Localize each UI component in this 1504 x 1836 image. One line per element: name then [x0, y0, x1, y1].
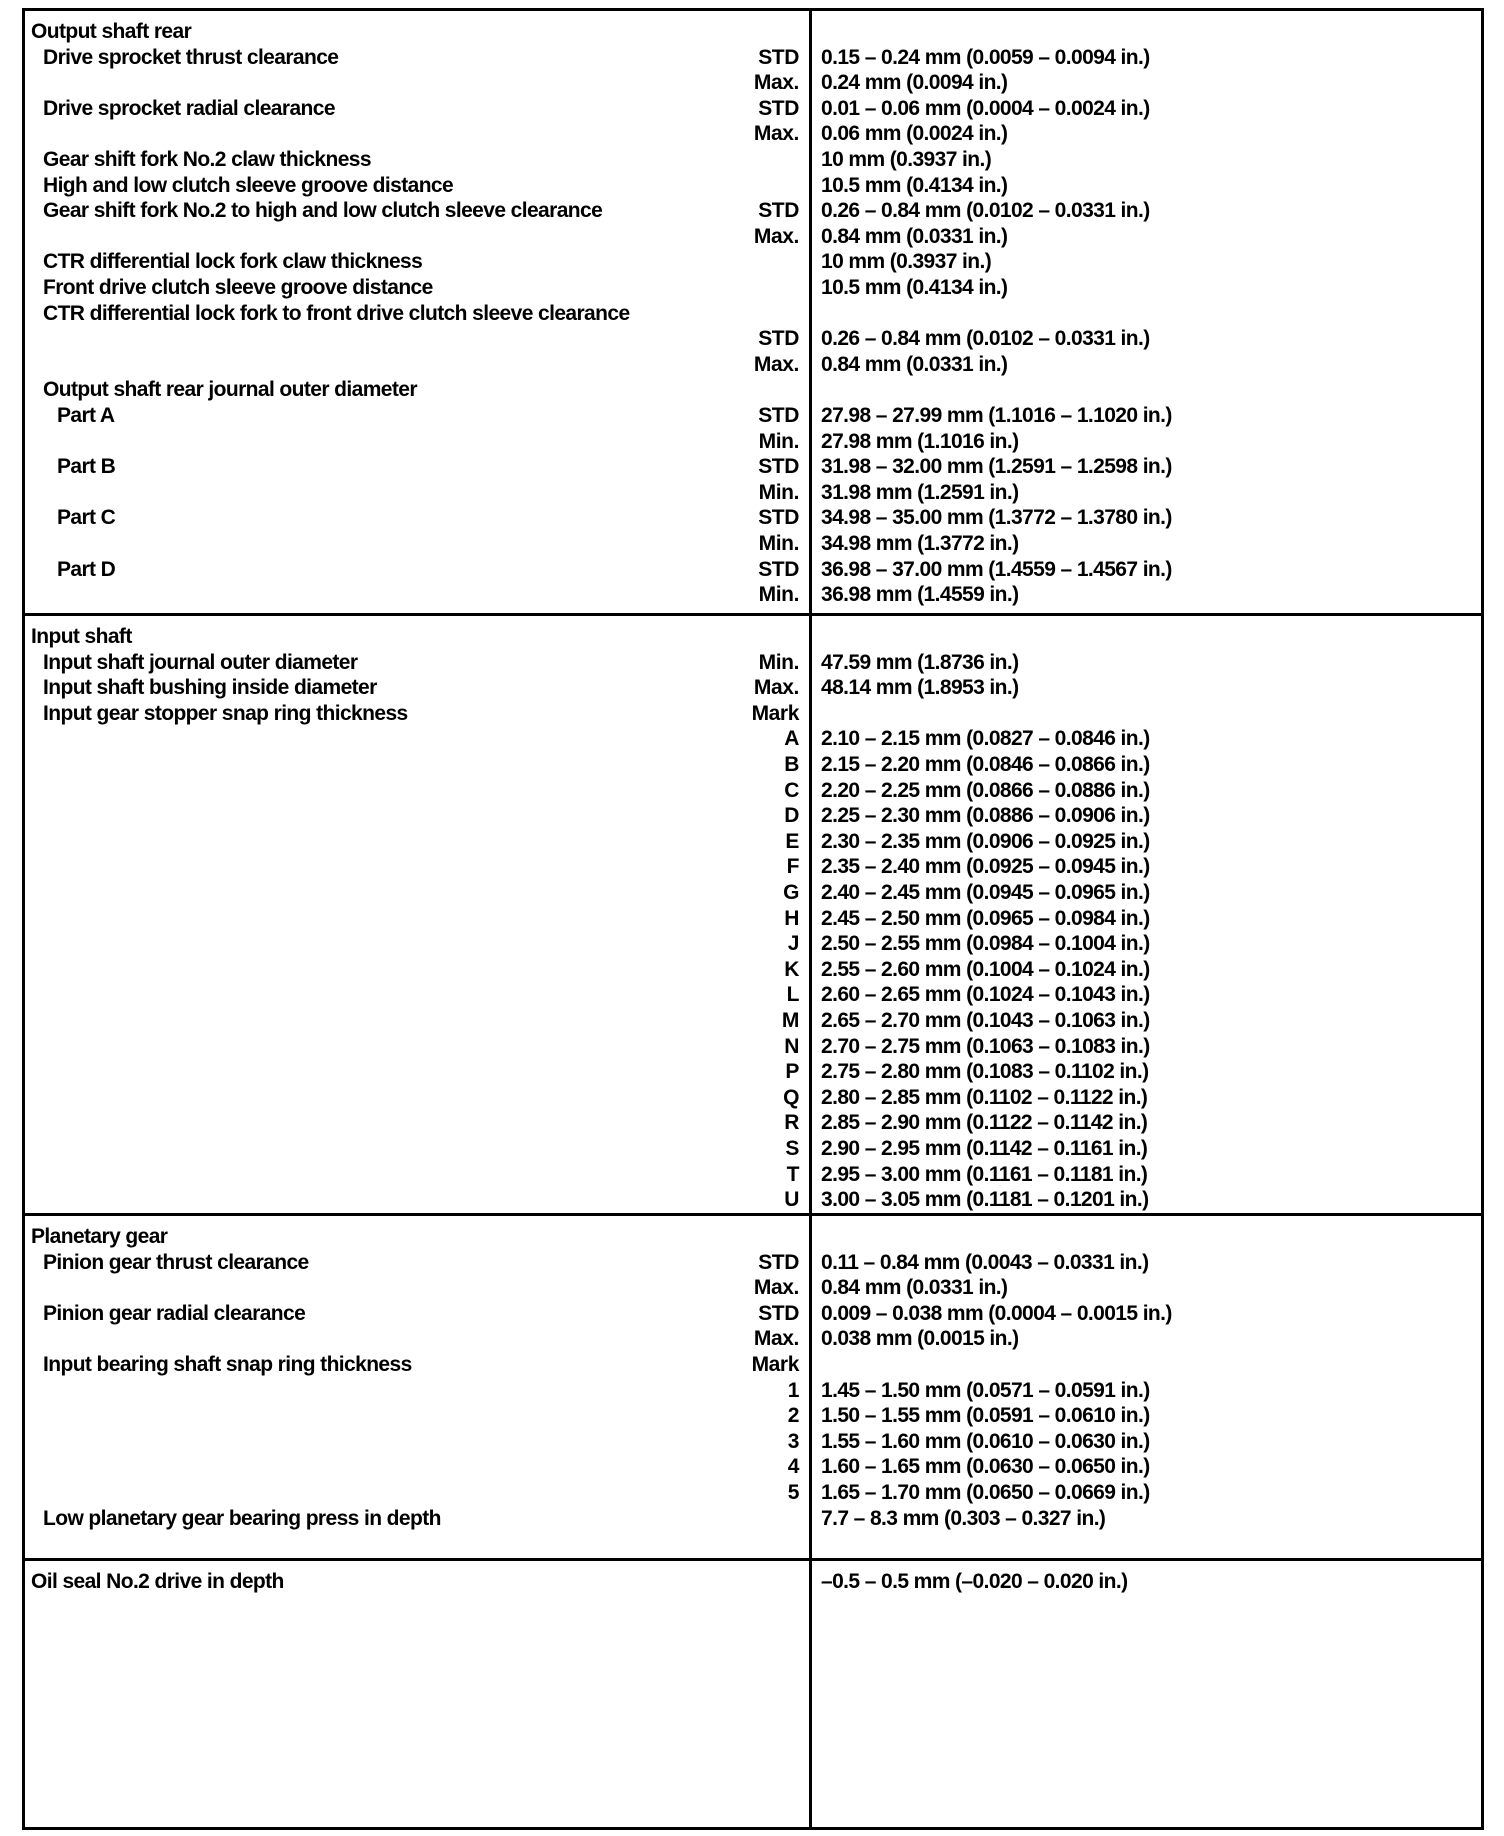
spec-value: 36.98 mm (1.4559 in.)	[821, 583, 1019, 607]
spec-value: 0.84 mm (0.0331 in.)	[821, 352, 1008, 376]
spec-limit-tag: 3	[787, 1429, 799, 1453]
spec-value: 2.55 – 2.60 mm (0.1004 – 0.1024 in.)	[821, 957, 1150, 981]
section-title: Output shaft rear	[31, 20, 192, 43]
spec-limit-tag: A	[784, 727, 799, 751]
spec-limit-tag: STD	[758, 327, 799, 351]
spec-value: 0.06 mm (0.0024 in.)	[821, 122, 1008, 146]
spec-value: 10 mm (0.3937 in.)	[821, 250, 992, 274]
spec-label: Pinion gear thrust clearance	[43, 1250, 309, 1274]
spec-limit-tag: STD	[758, 45, 799, 69]
spec-value: 0.26 – 0.84 mm (0.0102 – 0.0331 in.)	[821, 327, 1150, 351]
column-divider	[809, 1561, 812, 1827]
spec-value: 0.84 mm (0.0331 in.)	[821, 1276, 1008, 1300]
spec-label: Front drive clutch sleeve groove distance	[43, 276, 433, 299]
spec-value: 34.98 mm (1.3772 in.)	[821, 532, 1019, 555]
spec-label: Input gear stopper snap ring thickness	[43, 701, 408, 725]
spec-value: 2.60 – 2.65 mm (0.1024 – 0.1043 in.)	[821, 983, 1150, 1007]
spec-limit-tag: Max.	[753, 224, 799, 248]
spec-limit-tag: S	[785, 1137, 799, 1160]
spec-label: Part C	[57, 506, 116, 530]
spec-limit-tag: Q	[783, 1085, 799, 1109]
spec-limit-tag: Max.	[753, 122, 799, 146]
spec-limit-tag: E	[785, 829, 799, 853]
spec-limit-tag: Mark	[751, 1353, 799, 1376]
spec-value: 2.90 – 2.95 mm (0.1142 – 0.1161 in.)	[821, 1137, 1148, 1160]
spec-value: 2.45 – 2.50 mm (0.0965 – 0.0984 in.)	[821, 906, 1150, 930]
spec-value: 10.5 mm (0.4134 in.)	[821, 173, 1008, 197]
spec-limit-tag: 4	[787, 1455, 799, 1479]
spec-value: 2.95 – 3.00 mm (0.1161 – 0.1181 in.)	[821, 1162, 1148, 1186]
spec-value: 0.038 mm (0.0015 in.)	[821, 1327, 1019, 1351]
section-title: Input shaft	[31, 625, 132, 648]
spec-limit-tag: Min.	[758, 429, 799, 453]
spec-value: 2.15 – 2.20 mm (0.0846 – 0.0866 in.)	[821, 753, 1150, 776]
spec-limit-tag: P	[785, 1060, 799, 1084]
spec-value: 31.98 mm (1.2591 in.)	[821, 480, 1019, 504]
spec-value: 2.70 – 2.75 mm (0.1063 – 0.1083 in.)	[821, 1034, 1150, 1058]
spec-limit-tag: Max.	[753, 676, 799, 700]
spec-value: 34.98 – 35.00 mm (1.3772 – 1.3780 in.)	[821, 506, 1172, 530]
spec-value: 31.98 – 32.00 mm (1.2591 – 1.2598 in.)	[821, 455, 1172, 479]
spec-limit-tag: STD	[758, 557, 799, 581]
spec-limit-tag: H	[784, 906, 799, 930]
spec-table	[22, 8, 1484, 1830]
spec-value: 2.80 – 2.85 mm (0.1102 – 0.1122 in.)	[821, 1085, 1148, 1109]
spec-label: Part B	[57, 455, 116, 479]
spec-value: 2.30 – 2.35 mm (0.0906 – 0.0925 in.)	[821, 829, 1150, 853]
spec-value: 2.20 – 2.25 mm (0.0866 – 0.0886 in.)	[821, 778, 1150, 802]
section-input-shaft	[25, 613, 1481, 1213]
spec-limit-tag: T	[786, 1162, 799, 1186]
spec-limit-tag: STD	[758, 506, 799, 530]
table-row	[25, 1504, 1481, 1534]
spec-label: Oil seal No.2 drive in depth	[31, 1570, 284, 1593]
spec-limit-tag: Max.	[753, 1276, 799, 1300]
spec-label: Input shaft bushing inside diameter	[43, 676, 377, 700]
spec-limit-tag: J	[787, 932, 799, 956]
spec-value: 2.50 – 2.55 mm (0.0984 – 0.1004 in.)	[821, 932, 1150, 956]
spec-value: 2.65 – 2.70 mm (0.1043 – 0.1063 in.)	[821, 1009, 1150, 1032]
spec-value: 2.35 – 2.40 mm (0.0925 – 0.0945 in.)	[821, 855, 1150, 879]
spec-value: 0.11 – 0.84 mm (0.0043 – 0.0331 in.)	[821, 1250, 1149, 1274]
spec-value: 48.14 mm (1.8953 in.)	[821, 676, 1019, 700]
spec-value: 0.01 – 0.06 mm (0.0004 – 0.0024 in.)	[821, 96, 1150, 120]
spec-label: Input bearing shaft snap ring thickness	[43, 1353, 412, 1376]
spec-value: 2.10 – 2.15 mm (0.0827 – 0.0846 in.)	[821, 727, 1150, 751]
spec-limit-tag: 5	[787, 1481, 799, 1504]
spec-value: 2.75 – 2.80 mm (0.1083 – 0.1102 in.)	[821, 1060, 1149, 1084]
spec-limit-tag: Max.	[753, 352, 799, 376]
section-oil-seal	[25, 1558, 1481, 1827]
spec-limit-tag: STD	[758, 1250, 799, 1274]
spec-label: CTR differential lock fork to front drive clutch sleeve clearance	[43, 301, 630, 325]
spec-value: 2.85 – 2.90 mm (0.1122 – 0.1142 in.)	[821, 1111, 1148, 1135]
spec-value: 2.40 – 2.45 mm (0.0945 – 0.0965 in.)	[821, 881, 1150, 904]
spec-limit-tag: B	[784, 753, 799, 776]
spec-limit-tag: K	[784, 957, 799, 981]
section-planetary-gear	[25, 1213, 1481, 1558]
spec-value: 27.98 – 27.99 mm (1.1016 – 1.1020 in.)	[821, 404, 1172, 427]
table-row	[25, 1567, 1481, 1597]
spec-value: 10.5 mm (0.4134 in.)	[821, 276, 1008, 299]
spec-limit-tag: Max.	[753, 71, 799, 95]
spec-value: 3.00 – 3.05 mm (0.1181 – 0.1201 in.)	[821, 1188, 1149, 1212]
spec-value: 0.26 – 0.84 mm (0.0102 – 0.0331 in.)	[821, 199, 1150, 223]
spec-value: –0.5 – 0.5 mm (–0.020 – 0.020 in.)	[821, 1570, 1128, 1593]
spec-label: Low planetary gear bearing press in depth	[43, 1506, 441, 1530]
spec-limit-tag: D	[784, 804, 799, 828]
spec-value: 0.009 – 0.038 mm (0.0004 – 0.0015 in.)	[821, 1301, 1172, 1325]
spec-value: 10 mm (0.3937 in.)	[821, 148, 992, 171]
spec-label: Drive sprocket radial clearance	[43, 96, 335, 120]
spec-value: 1.55 – 1.60 mm (0.0610 – 0.0630 in.)	[821, 1429, 1150, 1453]
spec-limit-tag: N	[784, 1034, 799, 1058]
spec-limit-tag: R	[784, 1111, 799, 1135]
spec-limit-tag: Min.	[758, 480, 799, 504]
spec-limit-tag: Min.	[758, 583, 799, 607]
spec-label: Part D	[57, 557, 116, 581]
spec-label: Pinion gear radial clearance	[43, 1301, 306, 1325]
spec-label: Output shaft rear journal outer diameter	[43, 378, 417, 402]
spec-limit-tag: 1	[787, 1378, 799, 1402]
spec-label: Gear shift fork No.2 claw thickness	[43, 148, 371, 171]
spec-value: 2.25 – 2.30 mm (0.0886 – 0.0906 in.)	[821, 804, 1150, 828]
spec-limit-tag: Min.	[758, 650, 799, 674]
spec-label: Input shaft journal outer diameter	[43, 650, 358, 674]
spec-limit-tag: Min.	[758, 532, 799, 555]
spec-limit-tag: STD	[758, 199, 799, 223]
spec-value: 36.98 – 37.00 mm (1.4559 – 1.4567 in.)	[821, 557, 1172, 581]
spec-limit-tag: C	[784, 778, 799, 802]
spec-limit-tag: 2	[787, 1404, 799, 1428]
spec-limit-tag: STD	[758, 404, 799, 427]
spec-limit-tag: STD	[758, 455, 799, 479]
spec-value: 47.59 mm (1.8736 in.)	[821, 650, 1019, 674]
spec-value: 1.60 – 1.65 mm (0.0630 – 0.0650 in.)	[821, 1455, 1150, 1479]
spec-label: Part A	[57, 404, 115, 427]
spec-label: Gear shift fork No.2 to high and low clutch sleeve clearance	[43, 199, 603, 223]
spec-value: 1.50 – 1.55 mm (0.0591 – 0.0610 in.)	[821, 1404, 1150, 1428]
spec-label: High and low clutch sleeve groove distance	[43, 173, 454, 197]
spec-value: 27.98 mm (1.1016 in.)	[821, 429, 1019, 453]
spec-limit-tag: F	[786, 855, 799, 879]
spec-value: 0.24 mm (0.0094 in.)	[821, 71, 1008, 95]
spec-value: 0.84 mm (0.0331 in.)	[821, 224, 1008, 248]
table-row	[25, 580, 1481, 610]
spec-limit-tag: STD	[758, 1301, 799, 1325]
spec-limit-tag: Max.	[753, 1327, 799, 1351]
table-row	[25, 1185, 1481, 1215]
spec-value: 7.7 – 8.3 mm (0.303 – 0.327 in.)	[821, 1506, 1106, 1530]
spec-label: CTR differential lock fork claw thickness	[43, 250, 423, 274]
spec-limit-tag: M	[781, 1009, 799, 1032]
section-output-shaft-rear	[25, 11, 1481, 613]
spec-value: 0.15 – 0.24 mm (0.0059 – 0.0094 in.)	[821, 45, 1150, 69]
spec-limit-tag: STD	[758, 96, 799, 120]
spec-limit-tag: Mark	[751, 701, 799, 725]
spec-label: Drive sprocket thrust clearance	[43, 45, 339, 69]
spec-limit-tag: U	[784, 1188, 799, 1212]
section-title: Planetary gear	[31, 1225, 168, 1248]
spec-limit-tag: L	[786, 983, 799, 1007]
spec-limit-tag: G	[783, 881, 799, 904]
spec-value: 1.45 – 1.50 mm (0.0571 – 0.0591 in.)	[821, 1378, 1150, 1402]
spec-value: 1.65 – 1.70 mm (0.0650 – 0.0669 in.)	[821, 1481, 1150, 1504]
